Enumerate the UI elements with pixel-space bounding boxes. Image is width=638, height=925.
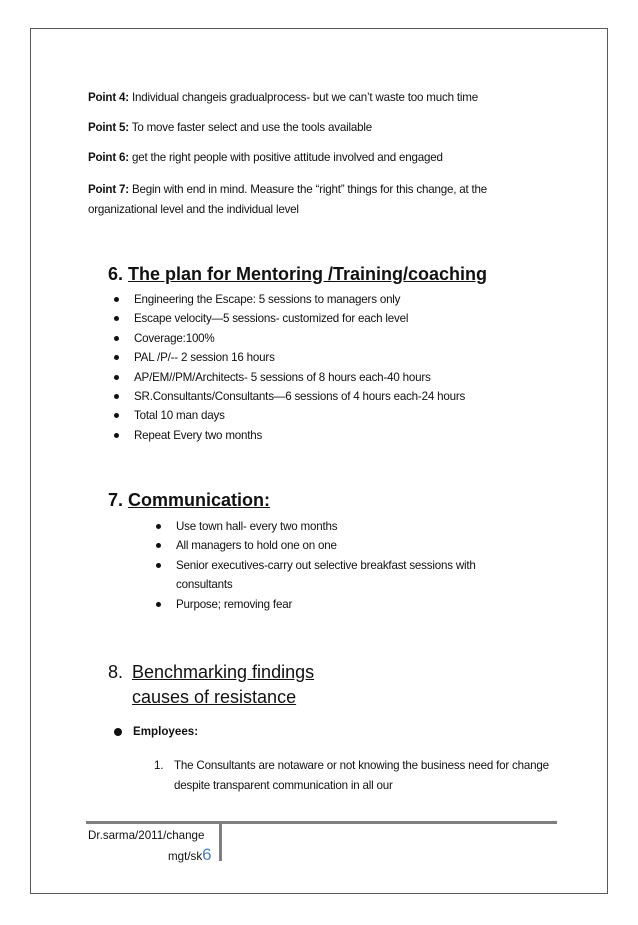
bullet-icon [114,433,119,438]
list-item [112,406,465,425]
list-item [112,309,465,328]
bullet-icon [156,563,161,568]
list-item [112,387,465,406]
point-text: Individual changeis gradualprocess- but we can’t waste too much time [128,91,478,104]
footer-divider [86,821,557,824]
footer-vertical-divider [219,821,222,861]
list-item-text: Engineering the Escape: 5 sessions to managers only [134,293,401,306]
list-item [112,368,465,387]
footer-author: Dr.sarma/2011/change [88,829,205,842]
section-title: Communication: [128,490,271,510]
item-text: The Consultants are notaware or not knowing the business need for change despite transparent communication in all our [174,759,549,792]
point-7 [88,180,550,220]
bullet-icon [156,524,161,529]
list-item [154,556,534,595]
list-item [154,536,534,555]
list-item-text: Coverage:100% [134,331,215,345]
section-title-line-1: Benchmarking findings [132,662,315,682]
point-label: Point 5: [88,121,129,134]
point-text: Begin with end in mind. Measure the “right” things for this change, at the organizational level and the individual level [88,183,488,216]
bullet-icon [114,297,119,302]
section-6-heading [108,264,487,285]
list-item-text: AP/EM//PM/Architects- 5 sessions of 8 hours each-40 hours [134,370,431,384]
section-number: 7. [108,490,124,510]
section-7-heading [108,490,270,511]
list-item [112,329,465,348]
list-item [154,595,534,614]
list-item-text: Use town hall- every two months [176,520,338,533]
employees-label: Employees: [133,725,199,738]
section-6-list [112,290,465,445]
point-5 [88,118,558,138]
point-label: Point 6: [88,151,129,164]
section-number: 8. [108,662,124,682]
bullet-icon [114,728,122,736]
list-item-text: All managers to hold one on one [176,539,337,553]
bullet-icon [114,355,119,360]
point-text: To move faster select and use the tools available [128,121,372,134]
point-4 [88,88,558,108]
point-label: Point 4: [88,91,129,104]
list-item-text: SR.Consultants/Consultants—6 sessions of 4 hours each-24 hours [134,390,466,404]
bullet-icon [114,375,119,380]
section-title-line-2: causes of resistance [132,687,297,707]
bullet-icon [156,543,161,548]
item-number: 1. [154,759,164,772]
list-item [112,426,465,445]
footer-subject: mgt/sk [168,850,203,863]
list-item-text: Repeat Every two months [134,428,263,442]
list-item-text: Senior executives-carry out selective breakfast sessions with consultants [176,558,476,592]
bullet-icon [114,413,119,418]
bullet-icon [156,602,161,607]
section-number: 6. [108,264,124,284]
bullet-icon [114,394,119,399]
point-label: Point 7: [88,183,129,196]
bullet-icon [114,336,119,341]
list-item-text: Escape velocity—5 sessions- customized for each level [134,312,409,326]
list-item [112,290,465,309]
bullet-icon [114,316,119,321]
list-item [112,348,465,367]
page-number: 6 [202,845,212,864]
footer [88,826,218,866]
point-text: get the right people with positive attitude involved and engaged [128,151,443,164]
section-title: The plan for Mentoring /Training/coaching [128,264,488,284]
list-item-text: Purpose; removing fear [176,597,293,611]
point-6 [88,148,558,168]
list-item-text: Total 10 man days [134,409,225,423]
list-item-text: PAL /P/-- 2 session 16 hours [134,351,275,365]
list-item [154,517,534,536]
section-7-list [154,517,534,614]
